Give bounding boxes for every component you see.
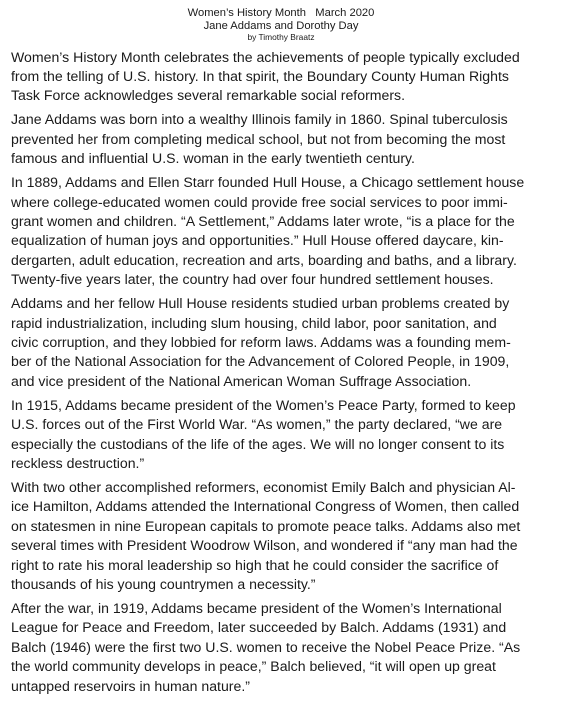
paragraph-line: where college-educated women could provide free social services to poor immi-	[11, 193, 508, 210]
paragraph-line: rapid industrialization, including slum housing, child labor, poor sanitation, and	[11, 314, 497, 331]
paragraph-5	[11, 396, 556, 474]
paragraph-4	[11, 294, 556, 391]
paragraph-line: ber of the National Association for the Advancement of Colored People, in 1909,	[11, 353, 510, 370]
paragraph-line: dergarten, adult education, recreation and arts, boarding and baths, and a library.	[11, 251, 517, 268]
paragraph-line: Jane Addams was born into a wealthy Illinois family in 1860. Spinal tuberculosis	[11, 111, 508, 128]
paragraph-line: especially the custodians of the life of the ages. We will no longer consent to its	[11, 435, 505, 452]
paragraph-line: reckless destruction.”	[11, 455, 145, 471]
paragraph-line: the world community develops in peace,” Balch believed, “it will open up great	[11, 658, 496, 675]
paragraph-line: and vice president of the National American Woman Suffrage Association.	[11, 372, 472, 389]
paragraph-line: ice Hamilton, Addams attended the International Congress of Women, then called	[11, 498, 520, 515]
paragraph-2	[11, 110, 556, 168]
paragraph-line: Addams and her fellow Hull House residents studied urban problems created by	[11, 295, 510, 312]
header-byline: by Timothy Braatz	[247, 32, 315, 42]
paragraph-line: Task Force acknowledges several remarkable social reformers.	[11, 87, 405, 104]
paragraph-line: civic corruption, and they lobbied for reform laws. Addams was a founding mem-	[11, 333, 511, 350]
paragraph-line: several times with President Woodrow Wilson, and wondered if “any man had the	[11, 537, 518, 554]
paragraph-line: In 1889, Addams and Ellen Starr founded Hull House, a Chicago settlement house	[11, 174, 525, 191]
paragraph-line: League for Peace and Freedom, later succeeded by Balch. Addams (1931) and	[11, 619, 507, 636]
paragraph-line: prevented her from completing medical school, but not from becoming the most	[11, 130, 506, 147]
paragraph-line: from the telling of U.S. history. In that spirit, the Boundary County Human Rights	[11, 67, 509, 84]
paragraph-line: Balch (1946) were the first two U.S. women to receive the Nobel Peace Prize. “As	[11, 638, 521, 655]
document-header	[11, 7, 551, 43]
paragraph-line: thousands of his young countrymen a necessity.”	[11, 576, 316, 593]
paragraph-3	[11, 173, 556, 289]
paragraph-line: famous and influential U.S. woman in the early twentieth century.	[11, 150, 415, 167]
paragraph-line: With two other accomplished reformers, economist Emily Balch and physician Al-	[11, 479, 516, 495]
paragraph-line: In 1915, Addams became president of the Women’s Peace Party, formed to keep	[11, 396, 516, 413]
paragraph-6	[11, 478, 556, 594]
paragraph-1	[11, 48, 556, 106]
paragraph-7	[11, 599, 556, 696]
header-subtitle: Jane Addams and Dorothy Day	[203, 19, 359, 32]
paragraph-line: equalization of human joys and opportunities.” Hull House offered daycare, kin-	[11, 232, 504, 249]
paragraph-line: right to rate his moral leadership so high that he could consider the sacrifice of	[11, 556, 499, 573]
paragraph-line: Twenty-five years later, the country had over four hundred settlement houses.	[11, 271, 494, 288]
paragraph-line: U.S. forces out of the First World War. “As women,” the party declared, “we are	[11, 416, 503, 433]
paragraph-line: After the war, in 1919, Addams became president of the Women’s International	[11, 600, 502, 617]
document-body	[11, 48, 556, 697]
paragraph-line: on statesmen in nine European capitals to promote peace talks. Addams also met	[11, 517, 521, 534]
paragraph-line: Women’s History Month celebrates the achievements of people typically excluded	[11, 48, 520, 65]
paragraph-line: grant women and children. “A Settlement,” Addams later wrote, “is a place for the	[11, 212, 515, 229]
header-title: Women’s History Month March 2020	[187, 7, 375, 19]
paragraph-line: untapped reservoirs in human nature.”	[11, 677, 250, 694]
